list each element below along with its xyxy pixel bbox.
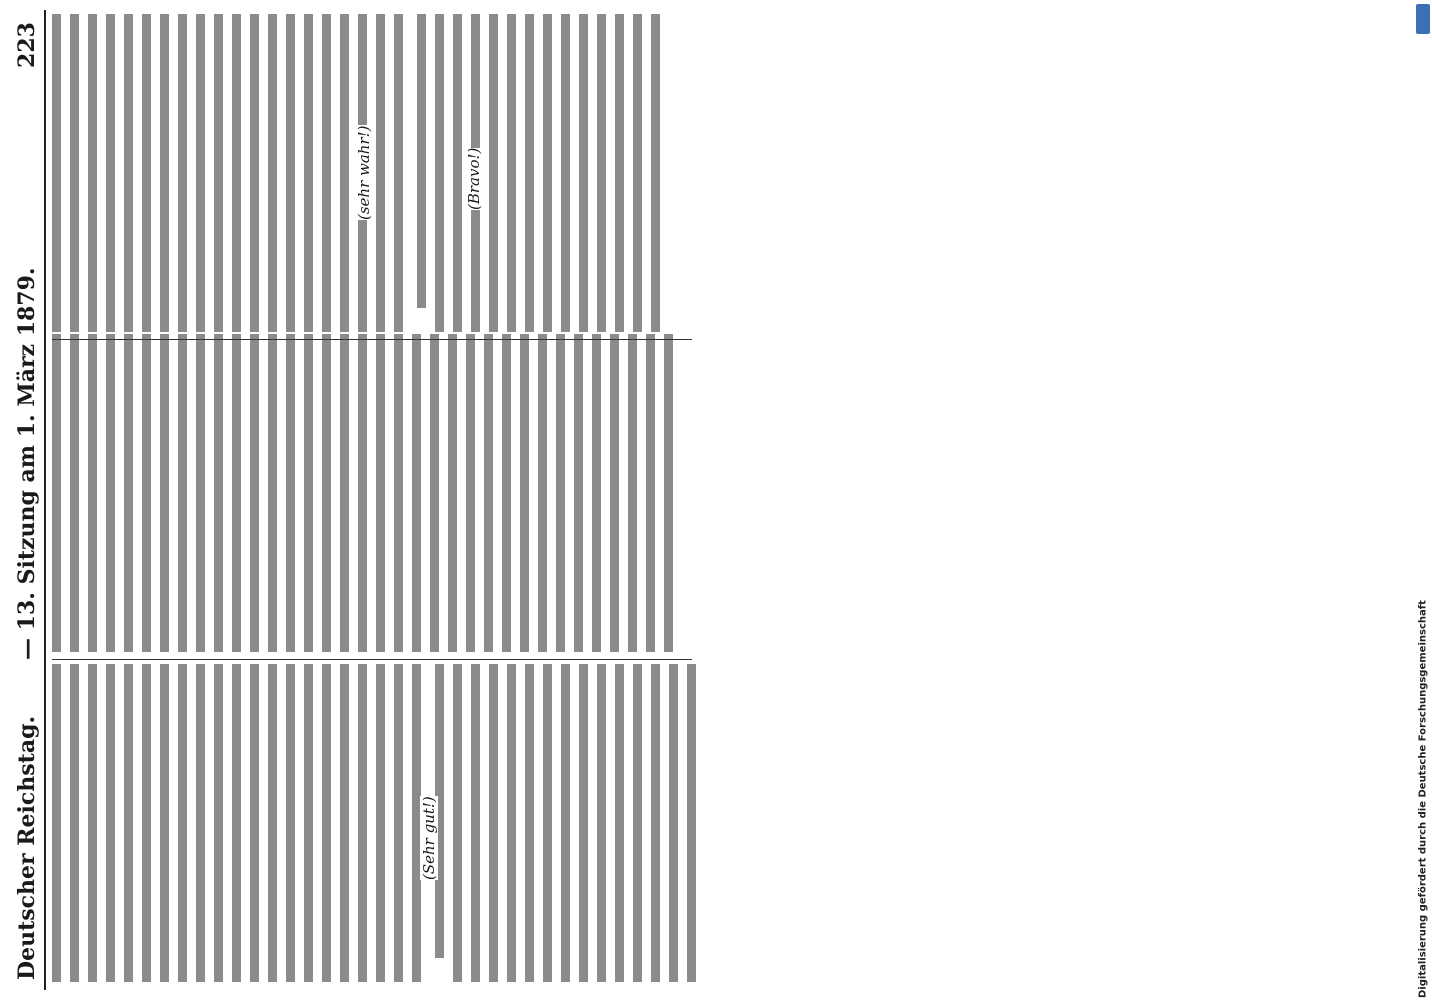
funding-sidebar [1414,0,1432,1000]
text-column-left [52,664,692,982]
column-rule [52,339,692,340]
journal-title: Deutscher Reichstag. [14,715,40,980]
interjection: (Sehr gut!) [420,796,438,880]
funding-credit: Digitalisierung gefördert durch die Deutsche Forschungsgemeinschaft [1417,600,1429,998]
session-date: — 13. Sitzung am 1. März 1879. [14,267,40,660]
page-header [12,10,46,990]
column-rule [52,659,692,660]
interjection: (Bravo!) [465,147,483,210]
text-column-middle [52,334,692,652]
interjection: (sehr wahr!) [355,125,373,220]
page-number: 223 [14,22,40,68]
